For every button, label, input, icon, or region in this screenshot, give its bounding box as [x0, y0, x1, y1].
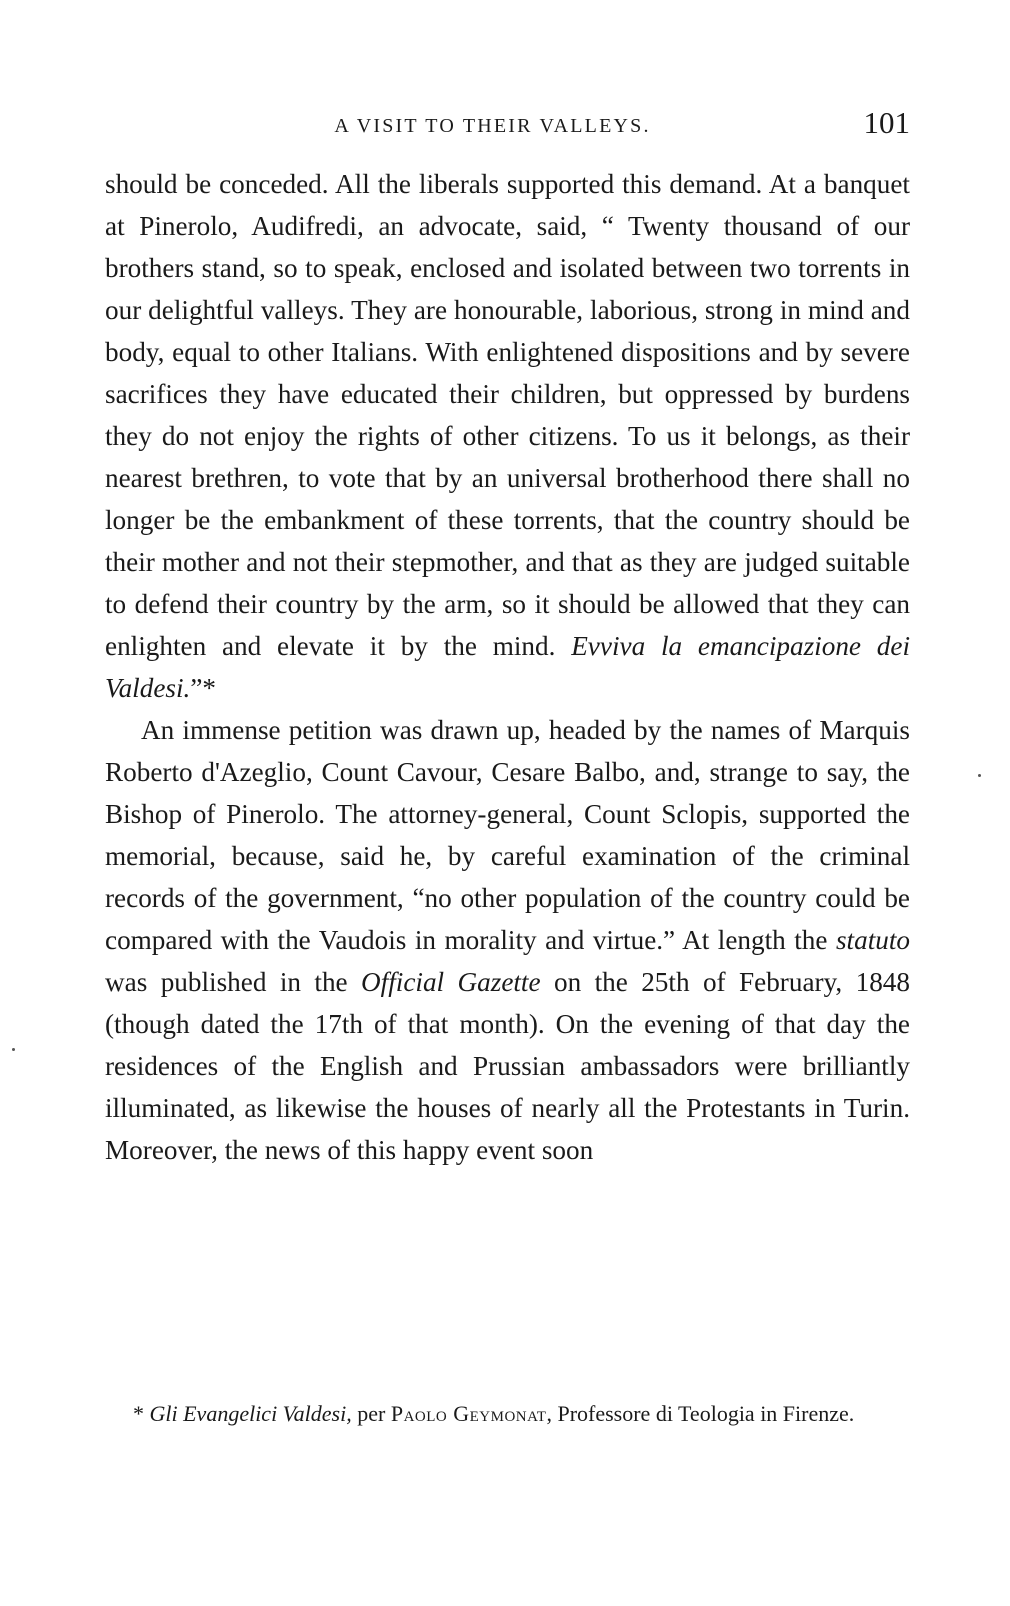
paragraph-1-italic-phrase: Evviva la emancipazione dei Valdesi. [105, 631, 911, 703]
footnote-author: Paolo Geymonat [390, 1401, 547, 1426]
running-title: A VISIT TO THEIR VALLEYS. [334, 115, 651, 137]
statuto-italic: statuto [835, 925, 910, 955]
footnote [105, 1398, 910, 1430]
print-speck [978, 774, 981, 777]
paragraph-2-text: An immense petition was drawn up, headed by the names of Marquis Roberto d'Azeglio, Count Cavour, Cesare Balbo, and, strange to say, the Bishop of Pinerolo. The attorney-general, Count Sclopis, supported the memorial, because, said he, by careful examination of the criminal records of the government, “no other population of the country could be compared with the Vaudois in morality and virtue.” At length the [105, 715, 910, 955]
paragraph-2-text-b: was published in the [105, 967, 362, 997]
running-head [105, 105, 910, 145]
print-speck [12, 1048, 15, 1051]
footnote-title: Gli Evangelici Valdesi, [149, 1401, 352, 1426]
paragraph-2-text-c: on the 25th of February, 1848 (though dated the 17th of that month). On the evening of that day the residences of the English and Prussian ambassadors were brilliantly illuminated, as likewise the houses of nearly all the Protestants in Turin. Moreover, the news of this happy event soon [105, 967, 910, 1165]
footnote-text [105, 1398, 910, 1430]
paragraph-1 [105, 163, 910, 709]
official-gazette-italic: Official Gazette [361, 967, 541, 997]
footnote-rest: , Professore di Teologia in Firenze. [546, 1401, 855, 1426]
paragraph-1-text: should be conceded. All the liberals supported this demand. At a banquet at Pinerolo, Audifredi, an advocate, said, “ Twenty thousand of our brothers stand, so to speak, enclosed and isolated between two torrents in our delightful valleys. They are honourable, laborious, strong in mind and body, equal to other Italians. With enlightened dispositions and by severe sacrifices they have educated their children, but oppressed by burdens they do not enjoy the rights of other citizens. To us it belongs, as their nearest brethren, to vote that by an universal brotherhood there shall no longer be the embankment of these torrents, that the country should be their mother and not their stepmother, and that as they are judged suitable to defend their country by the arm, so it should be allowed that they can enlighten and elevate it by the mind. [105, 169, 910, 661]
body-text [105, 163, 910, 1171]
footnote-per: per [351, 1401, 391, 1426]
paragraph-1-closing: ”* [190, 673, 217, 703]
page-number: 101 [863, 105, 910, 140]
footnote-marker: * [133, 1401, 150, 1426]
paragraph-2 [105, 709, 910, 1171]
